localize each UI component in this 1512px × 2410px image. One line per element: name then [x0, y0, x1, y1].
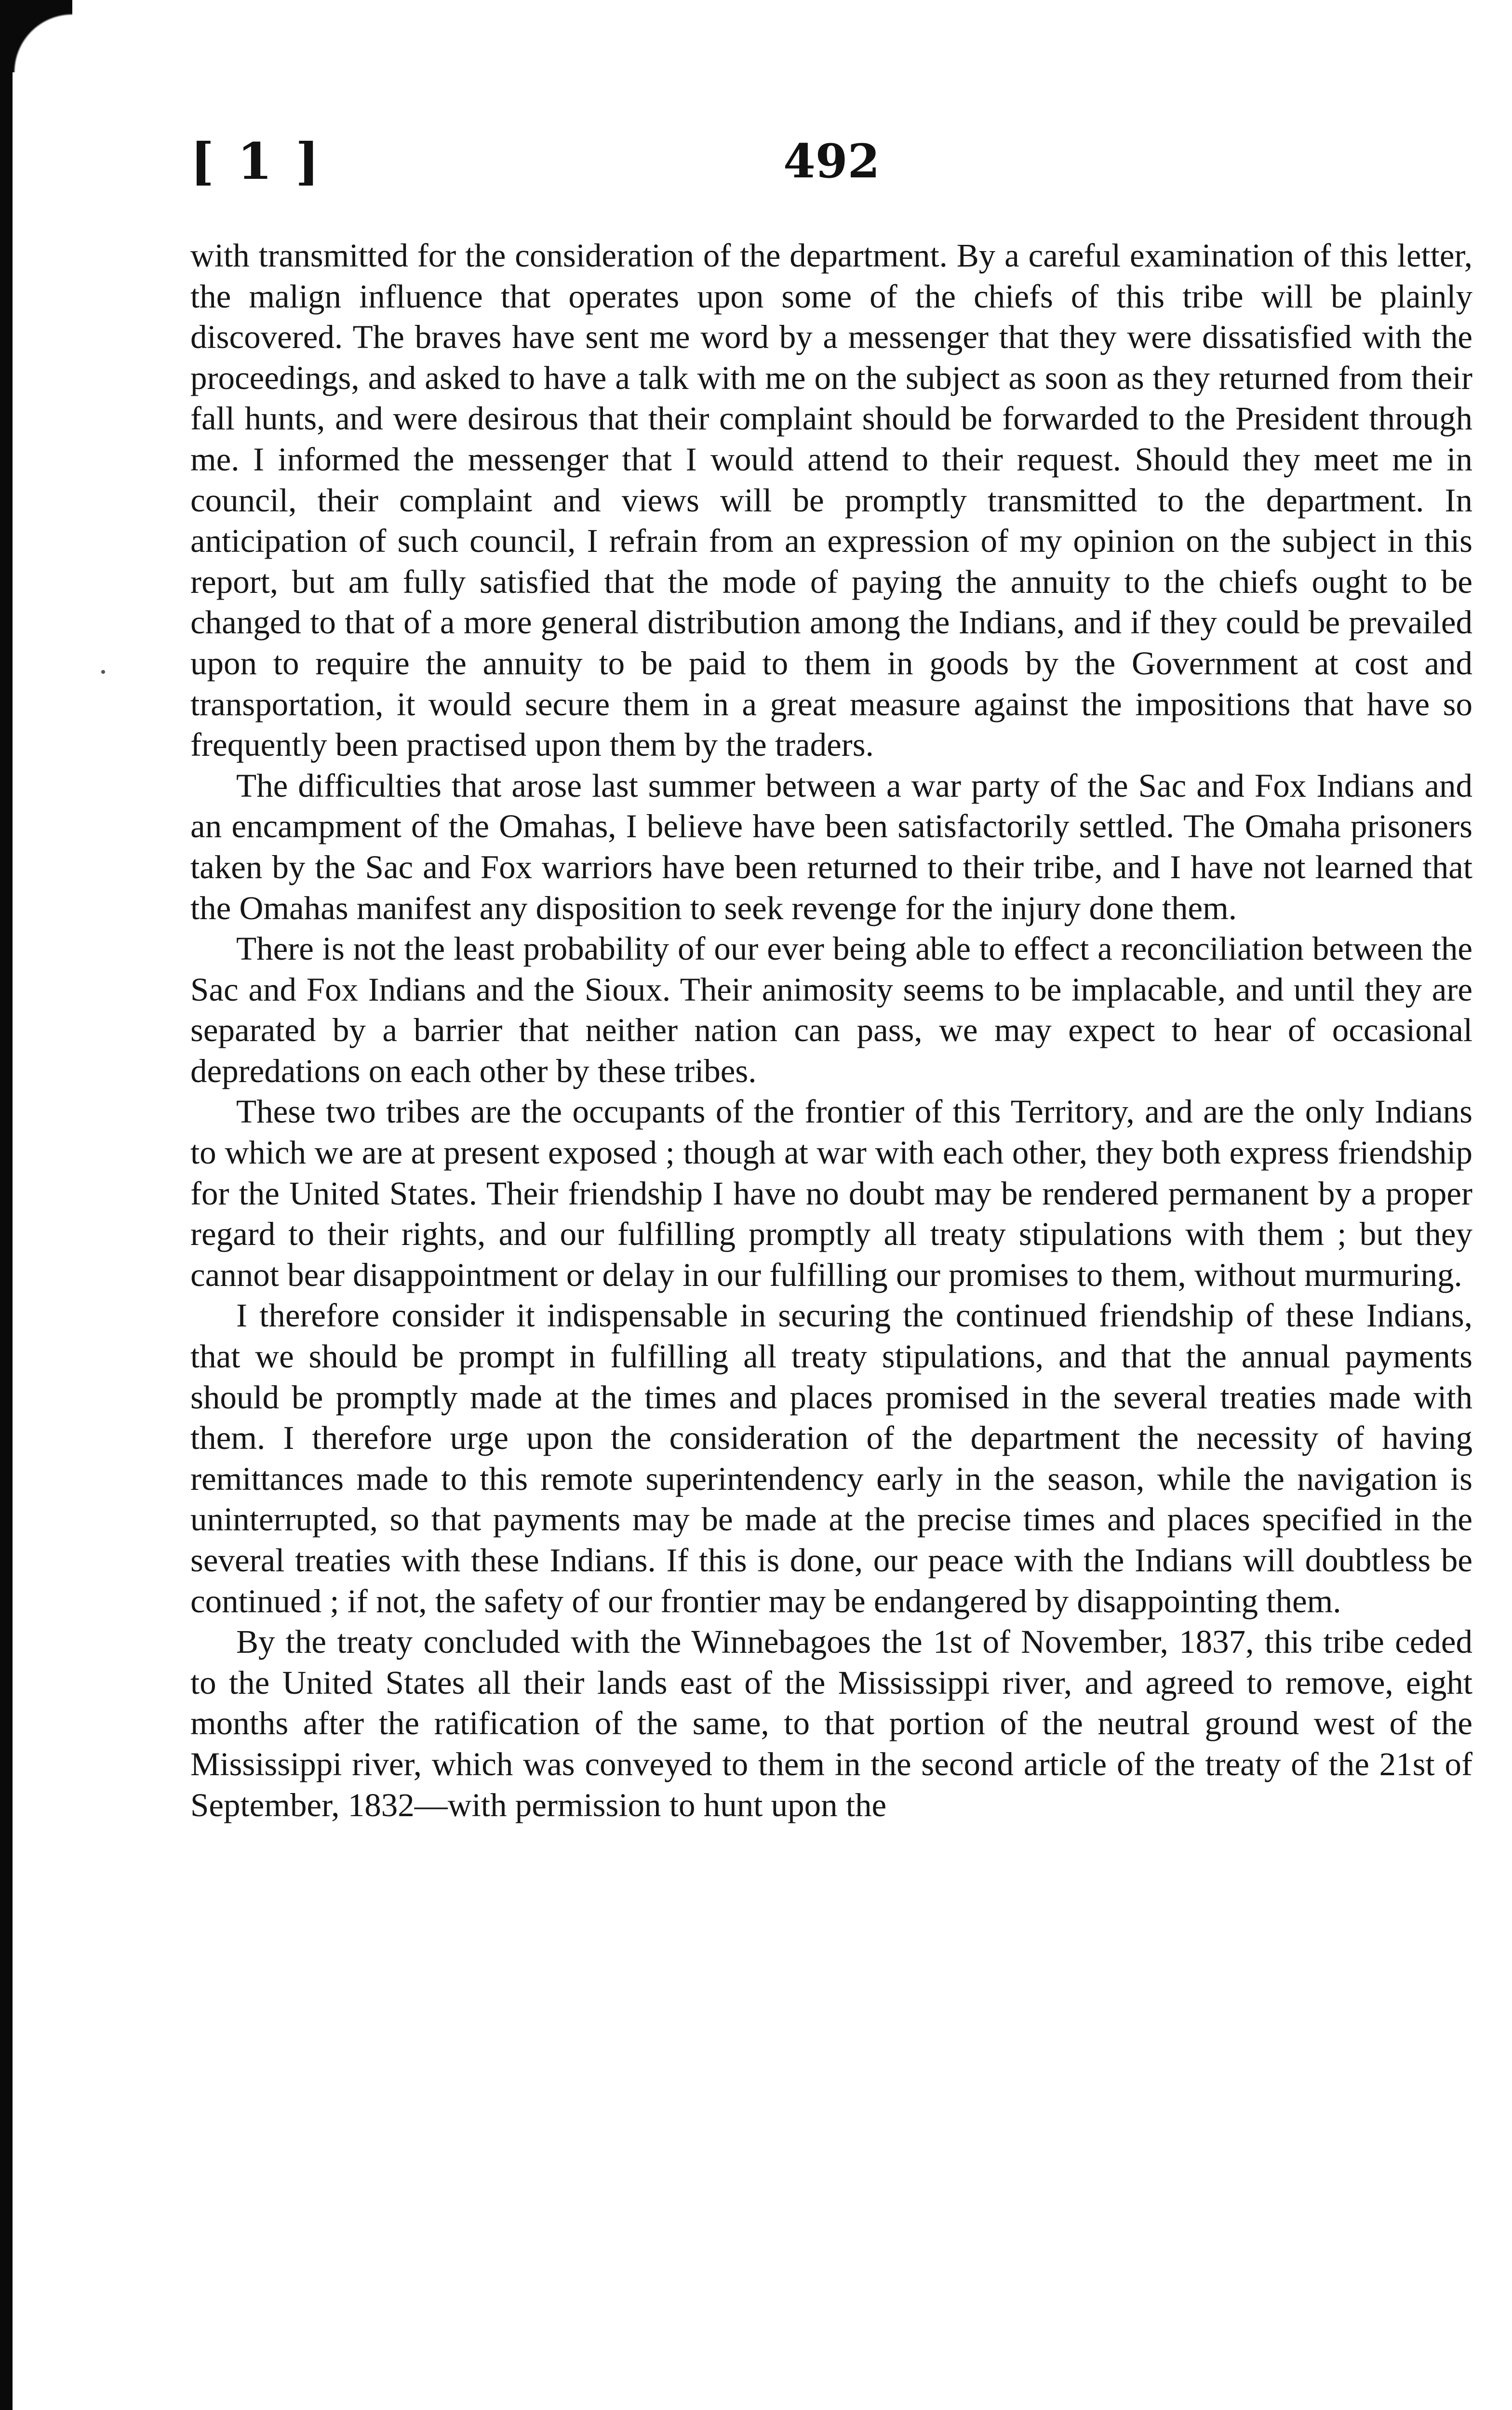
scan-border-left: [0, 0, 13, 2410]
paragraph-frontier-tribes: These two tribes are the occupants of the frontier of this Territory, and are the only Indians to which we are at present exposed ; though at war with each other, they both express friendship for the United States. Their friendship I have no doubt may be rendered permanent by a proper regard to their rights, and our fulfilling promptly all treaty stipulations with them ; but they cannot bear disappointment or delay in our fulfilling our promises to them, without murmuring.: [190, 1093, 1472, 1293]
paragraph-sac-fox-omaha: The difficulties that arose last summer between a war party of the Sac and Fox Indians and an encampment of the Omahas, I believe have been satisfactorily settled. The Omaha prisoners taken by the Sac and Fox warriors have been returned to their tribe, and I have not learned that the Omahas manifest any disposition to seek revenge for the injury done them.: [190, 767, 1472, 926]
paragraph-winnebago-treaty: By the treaty concluded with the Winnebagoes the 1st of November, 1837, this tribe ceded to the United States all their lands east of the Mississippi river, and agreed to remove, eight months after the ratification of the same, to that portion of the neutral ground west of the Mississippi river, which was conveyed to them in the second article of the treaty of the 21st of September, 1832—with permission to hunt upon the: [190, 1623, 1472, 1823]
document-reference: [ 1 ]: [190, 132, 322, 191]
scan-border-corner: [0, 0, 72, 72]
page-header: [190, 130, 1472, 202]
body-text: [190, 235, 1472, 1825]
paragraph-sioux-reconciliation: There is not the least probability of our ever being able to effect a reconciliation between the Sac and Fox Indians and the Sioux. Their animosity seems to be implacable, and until they are separated by a barrier that neither nation can pass, we may expect to hear of occasional depredations on each other by these tribes.: [190, 930, 1472, 1089]
paragraph-treaty-stipulations: I therefore consider it indispensable in securing the continued friendship of these Indians, that we should be prompt in fulfilling all treaty stipulations, and that the annual payments should be promptly made at the times and places promised in the several treaties made with them. I therefore urge upon the consideration of the department the necessity of having remittances made to this remote superintendency early in the season, while the navigation is uninterrupted, so that payments may be made at the precise times and places specified in the several treaties with these Indians. If this is done, our peace with the Indians will doubtless be continued ; if not, the safety of our frontier may be endangered by disappointing them.: [190, 1297, 1472, 1620]
page-number: 492: [783, 134, 880, 188]
paragraph-continuation: with transmitted for the consideration of the department. By a careful examination of this letter, the malign influence that operates upon some of the chiefs of this tribe will be plainly discovered. The braves have sent me word by a messenger that they were dissatisfied with the proceedings, and asked to have a talk with me on the subject as soon as they returned from their fall hunts, and were desirous that their complaint should be forwarded to the President through me. I informed the messenger that I would attend to their request. Should they meet me in council, their complaint and views will be promptly transmitted to the department. In anticipation of such council, I refrain from an expression of my opinion on the subject in this report, but am fully satisfied that the mode of paying the annuity to the chiefs ought to be changed to that of a more general distribution among the Indians, and if they could be prevailed upon to require the annuity to be paid to them in goods by the Government at cost and transportation, it would secure them in a great measure against the impositions that have so frequently been practised upon them by the traders.: [190, 237, 1472, 763]
scan-speck: [101, 670, 105, 674]
